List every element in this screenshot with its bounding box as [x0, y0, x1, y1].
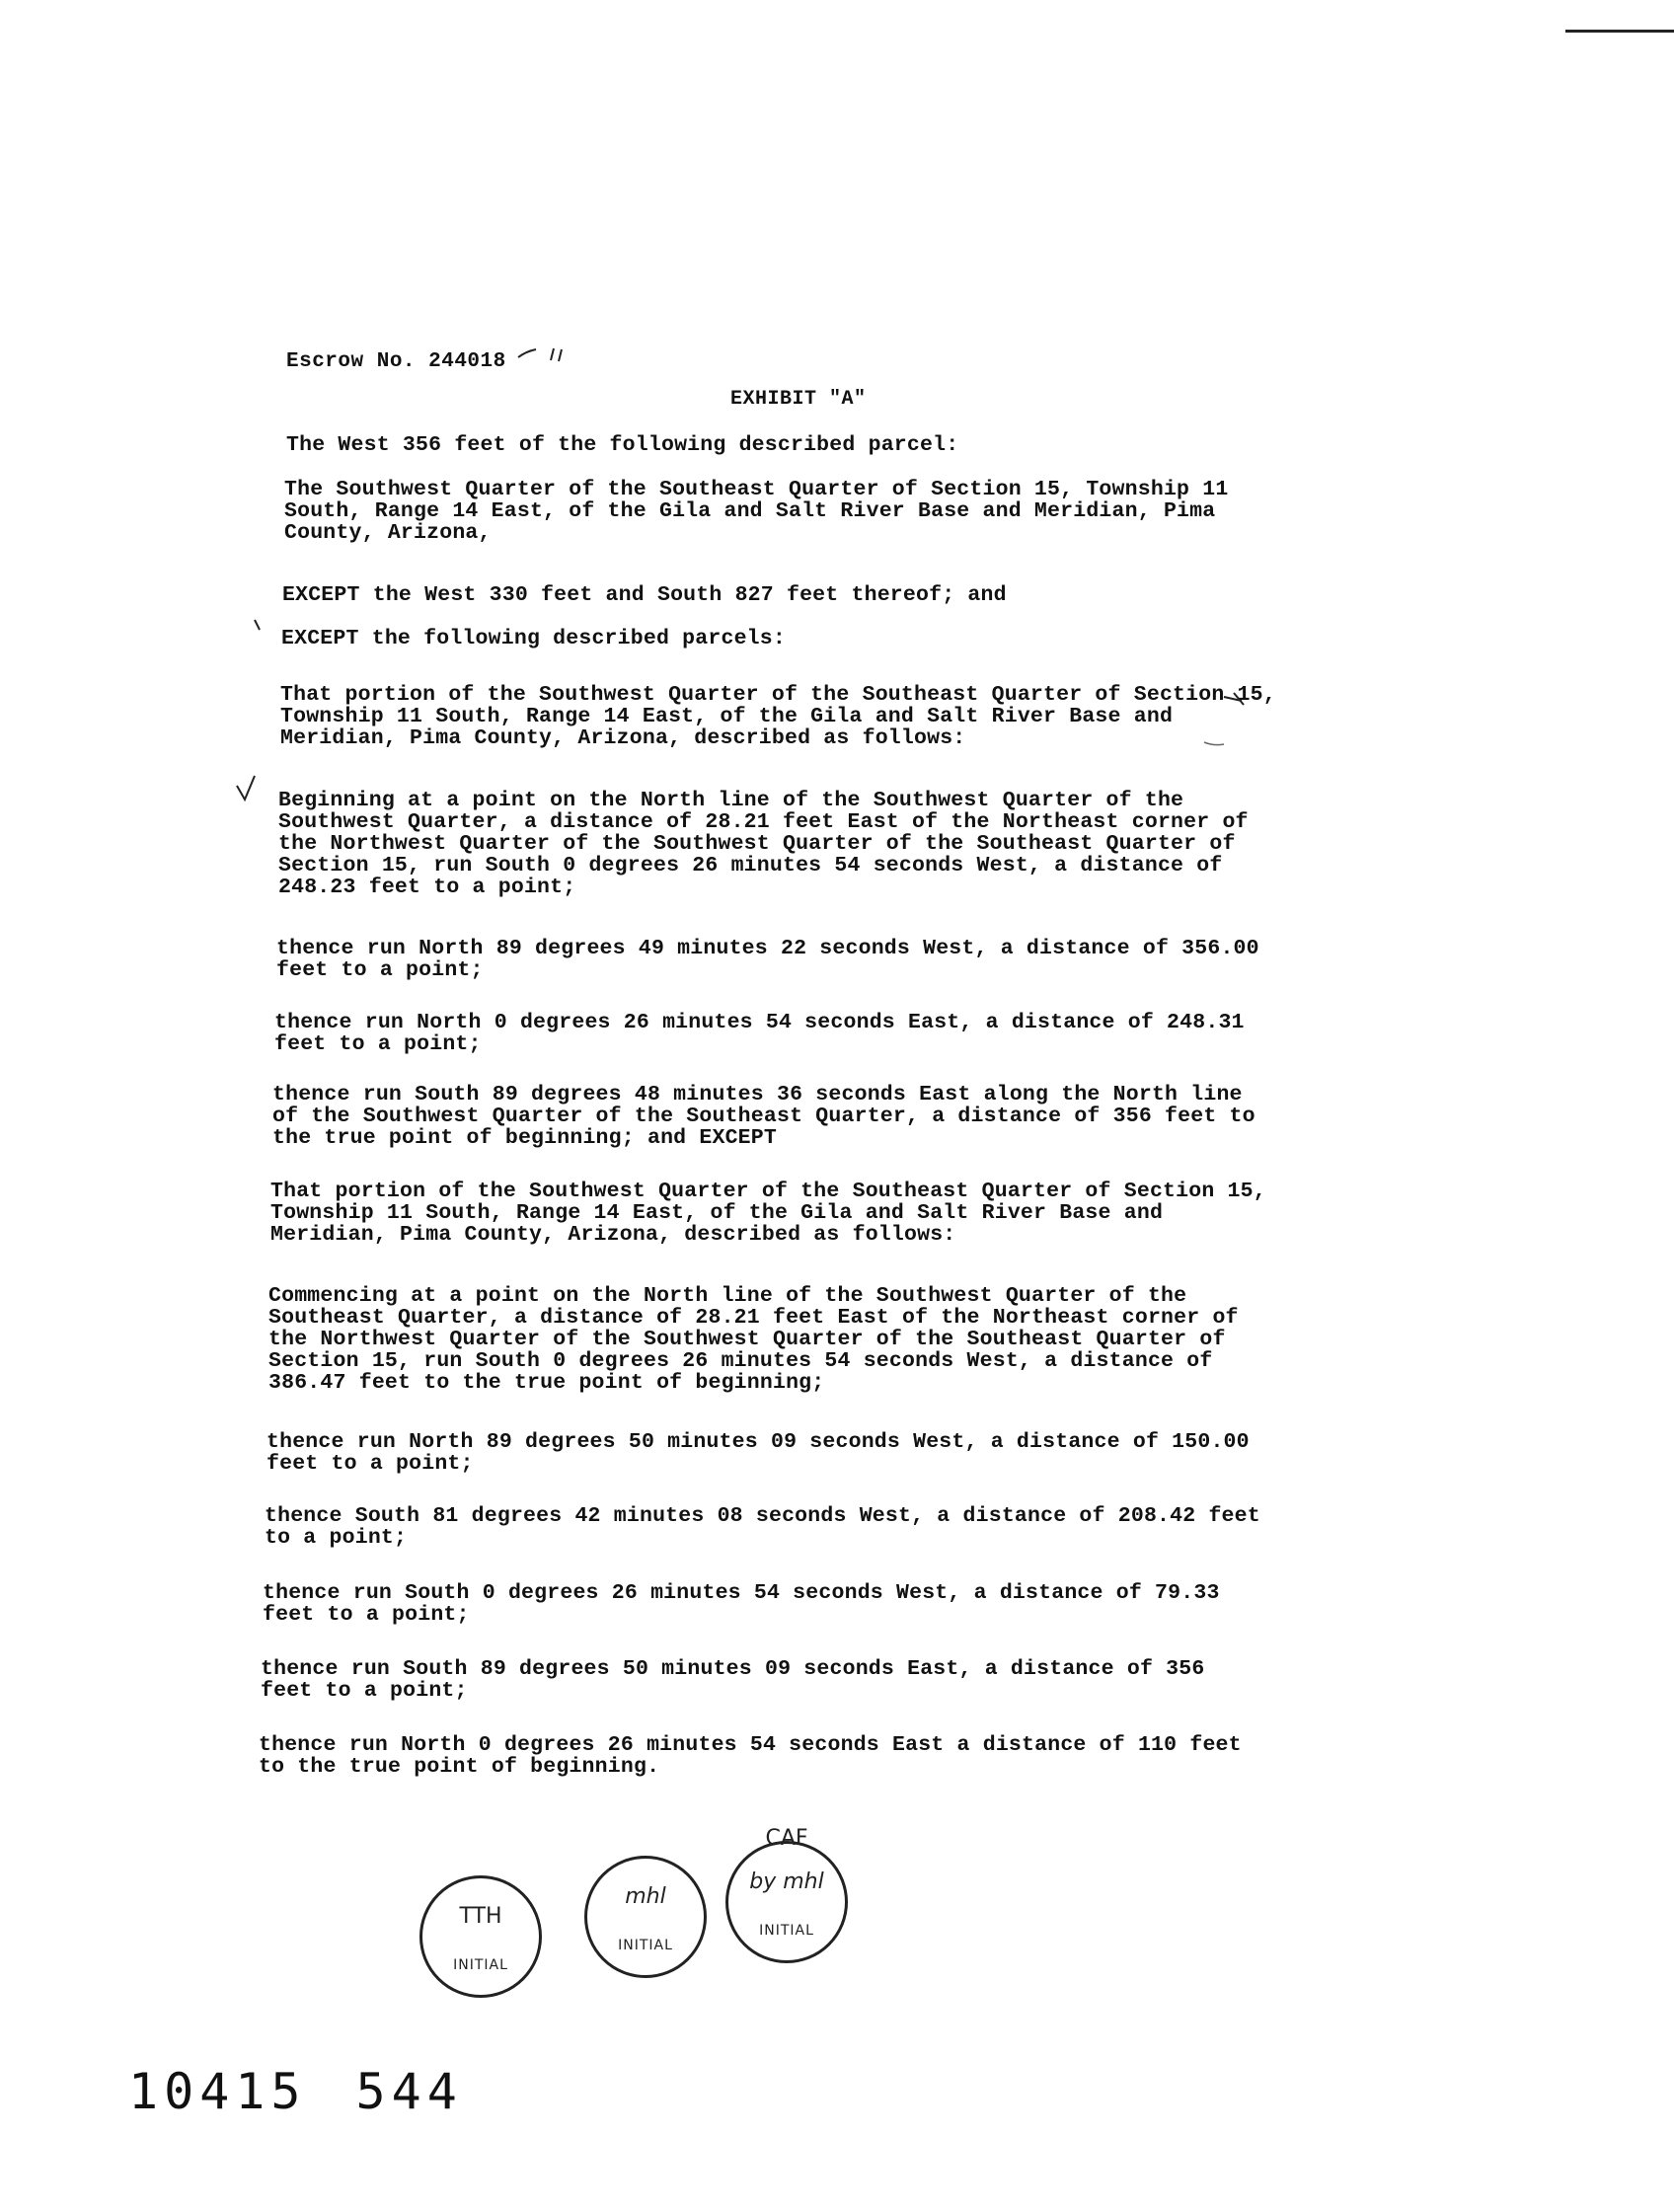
- pen-tick: [255, 620, 260, 630]
- paragraph-15: thence run South 89 degrees 50 minutes 09 seconds East, a distance of 356 feet to a point;: [261, 1657, 1205, 1703]
- paragraph-6: Beginning at a point on the North line of the Southwest Quarter of the Southwest Quarter, a distance of 28.21 feet East of the Northeast corner of the Northwest Quarter of the Southwest Quarter of the Southeast Quarter of Section 15, run South 0 degrees 26 minutes 54 seconds West, a distance of 248.23 feet to a point;: [278, 789, 1249, 899]
- pen-mark: [518, 348, 562, 361]
- paragraph-14: thence run South 0 degrees 26 minutes 54 seconds West, a distance of 79.33 feet to a point;: [263, 1581, 1220, 1627]
- stamp-label: INITIAL: [618, 1938, 673, 1953]
- paragraph-5: That portion of the Southwest Quarter of the Southeast Quarter of Section 15, Township 11 South, Range 14 East, of the Gila and Salt River Base and Meridian, Pima County, Arizona, described as follows:: [280, 683, 1276, 750]
- book-page-number: [128, 2063, 512, 2120]
- initial-stamp-3: [725, 1826, 848, 1963]
- stamp-annotation: CAF: [765, 1826, 808, 1851]
- stamp-label: INITIAL: [759, 1923, 814, 1939]
- initial-stamp-1: [419, 1875, 542, 1998]
- initial-stamp-2: [584, 1856, 707, 1978]
- paragraph-4: EXCEPT the following described parcels:: [281, 627, 786, 650]
- paragraph-2: The Southwest Quarter of the Southeast Quarter of Section 15, Township 11 South, Range 14 East, of the Gila and Salt River Base and Meridian, Pima County, Arizona,: [284, 478, 1229, 545]
- stamp-initials: mhl: [625, 1884, 666, 1909]
- check-mark: [237, 776, 255, 800]
- stamp-label: INITIAL: [453, 1957, 508, 1973]
- paragraph-11: Commencing at a point on the North line of the Southwest Quarter of the Southeast Quarter, a distance of 28.21 feet East of the Northeast corner of the Northwest Quarter of the Southwest Quarter of the Southeast Quarter of Section 15, run South 0 degrees 26 minutes 54 seconds West, a distance of 386.47 feet to the true point of beginning;: [268, 1284, 1239, 1395]
- paragraph-9: thence run South 89 degrees 48 minutes 36 seconds East along the North line of the Southwest Quarter of the Southeast Quarter, a distance of 356 feet to the true point of beginning; and EXCEPT: [272, 1083, 1256, 1150]
- escrow-number: Escrow No. 244018: [286, 350, 506, 373]
- paragraph-16: thence run North 0 degrees 26 minutes 54 seconds East a distance of 110 feet to the true point of beginning.: [259, 1733, 1242, 1779]
- paragraph-8: thence run North 0 degrees 26 minutes 54 seconds East, a distance of 248.31 feet to a point;: [274, 1011, 1245, 1056]
- margin-mark: [1224, 693, 1244, 705]
- paragraph-13: thence South 81 degrees 42 minutes 08 seconds West, a distance of 208.42 feet to a point;: [265, 1504, 1260, 1550]
- paragraph-7: thence run North 89 degrees 49 minutes 22 seconds West, a distance of 356.00 feet to a point;: [276, 937, 1259, 982]
- stamp-initials: TTH: [459, 1904, 502, 1929]
- book-number: 10415: [128, 2063, 307, 2120]
- page-number: 544: [355, 2063, 463, 2120]
- exhibit-title: EXHIBIT "A": [730, 388, 867, 411]
- paragraph-12: thence run North 89 degrees 50 minutes 09 seconds West, a distance of 150.00 feet to a point;: [266, 1430, 1250, 1476]
- paragraph-10: That portion of the Southwest Quarter of the Southeast Quarter of Section 15, Township 11 South, Range 14 East, of the Gila and Salt River Base and Meridian, Pima County, Arizona, described as follows:: [270, 1180, 1266, 1247]
- margin-scribble: [1204, 742, 1224, 745]
- stamp-initials: by mhl: [749, 1869, 824, 1894]
- paragraph-1: The West 356 feet of the following described parcel:: [286, 433, 959, 457]
- paragraph-3: EXCEPT the West 330 feet and South 827 feet thereof; and: [282, 583, 1007, 607]
